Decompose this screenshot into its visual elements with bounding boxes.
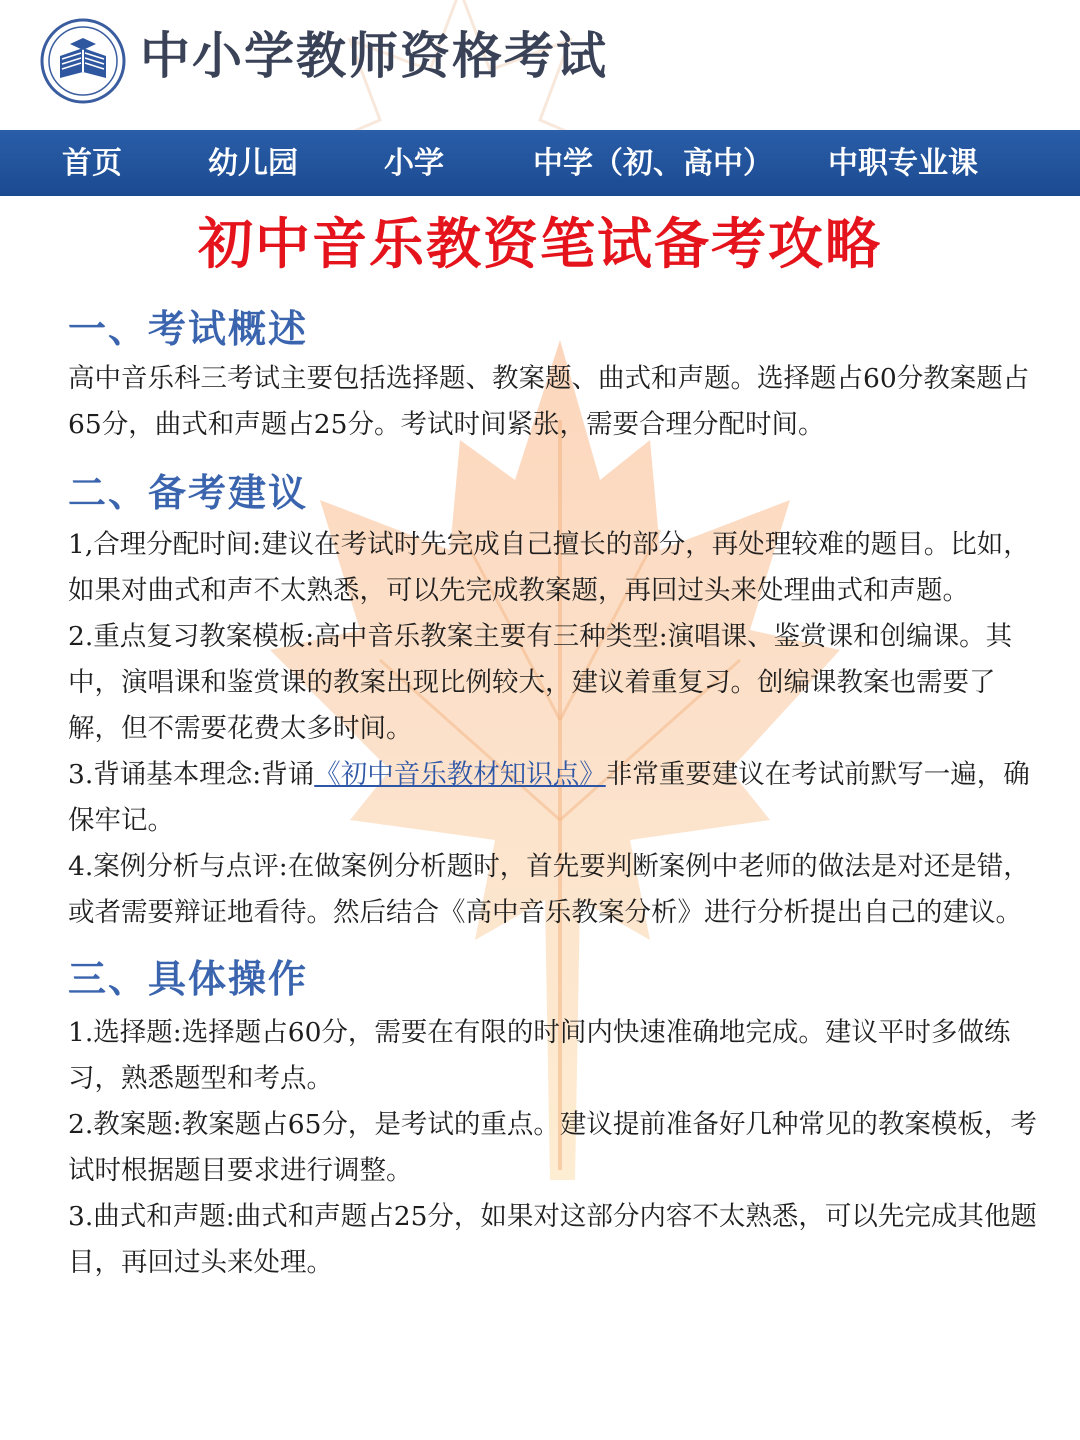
article-content (0, 304, 1080, 1286)
section-advice (68, 468, 1044, 936)
nav-item-secondary[interactable]: 中学（初、高中） (533, 146, 773, 181)
operations-list (68, 1010, 1044, 1286)
advice-item-2: 2.重点复习教案模板:高中音乐教案主要有三种类型:演唱课、鉴赏课和创编课。其中，演唱课和鉴赏课的教案出现比例较大，建议着重复习。创编课教案也需要了解，但不需要花费太多时间。 (68, 621, 1013, 744)
page-title: 初中音乐教资笔试备考攻略 (197, 211, 882, 276)
advice-list (68, 522, 1044, 936)
advice-item-3-suffix: 非常重要建议在考试前默写一遍，确保牢记。 (68, 759, 1030, 836)
nav-item-vocational[interactable]: 中职专业课 (828, 146, 978, 181)
advice-item-4: 4.案例分析与点评:在做案例分析题时，首先要判断案例中老师的做法是对还是错，或者需要辩证地看待。然后结合《高中音乐教案分析》进行分析提出自己的建议。 (68, 851, 1030, 928)
book-logo-icon (40, 18, 126, 104)
nav-bar (0, 130, 1080, 196)
site-header (0, 0, 1080, 130)
advice-item-3-prefix: 3.背诵基本理念:背诵 (68, 759, 315, 790)
operations-item-3: 3.曲式和声题:曲式和声题占25分，如果对这部分内容不太熟悉，可以先完成其他题目，再回过头来处理。 (68, 1201, 1037, 1278)
operations-item-1: 1.选择题:选择题占60分，需要在有限的时间内快速准确地完成。建议平时多做练习，熟悉题型和考点。 (68, 1017, 1011, 1094)
section-overview (68, 304, 1044, 448)
nav-item-home[interactable]: 首页 (62, 146, 122, 181)
overview-paragraph: 高中音乐科三考试主要包括选择题、教案题、曲式和声题。选择题占60分教案题占65分，曲式和声题占25分。考试时间紧张，需要合理分配时间。 (68, 363, 1030, 440)
section-operations (68, 954, 1044, 1286)
nav-item-kindergarten[interactable]: 幼儿园 (208, 146, 298, 181)
advice-item-1: 1,合理分配时间:建议在考试时先完成自己擅长的部分，再处理较难的题目。比如，如果对曲式和声不太熟悉，可以先完成教案题，再回过头来处理曲式和声题。 (68, 529, 1030, 606)
section-heading-operations: 三、具体操作 (68, 956, 309, 1001)
textbook-knowledge-link[interactable]: 《初中音乐教材知识点》 (314, 759, 606, 790)
section-heading-overview: 一、考试概述 (68, 306, 309, 351)
section-heading-advice: 二、备考建议 (68, 470, 309, 515)
site-title: 中小学教师资格考试 (140, 27, 608, 85)
operations-item-2: 2.教案题:教案题占65分，是考试的重点。建议提前准备好几种常见的教案模板，考试时根据题目要求进行调整。 (68, 1109, 1037, 1186)
advice-item-3 (68, 752, 1044, 844)
nav-item-primary[interactable]: 小学 (384, 146, 444, 181)
